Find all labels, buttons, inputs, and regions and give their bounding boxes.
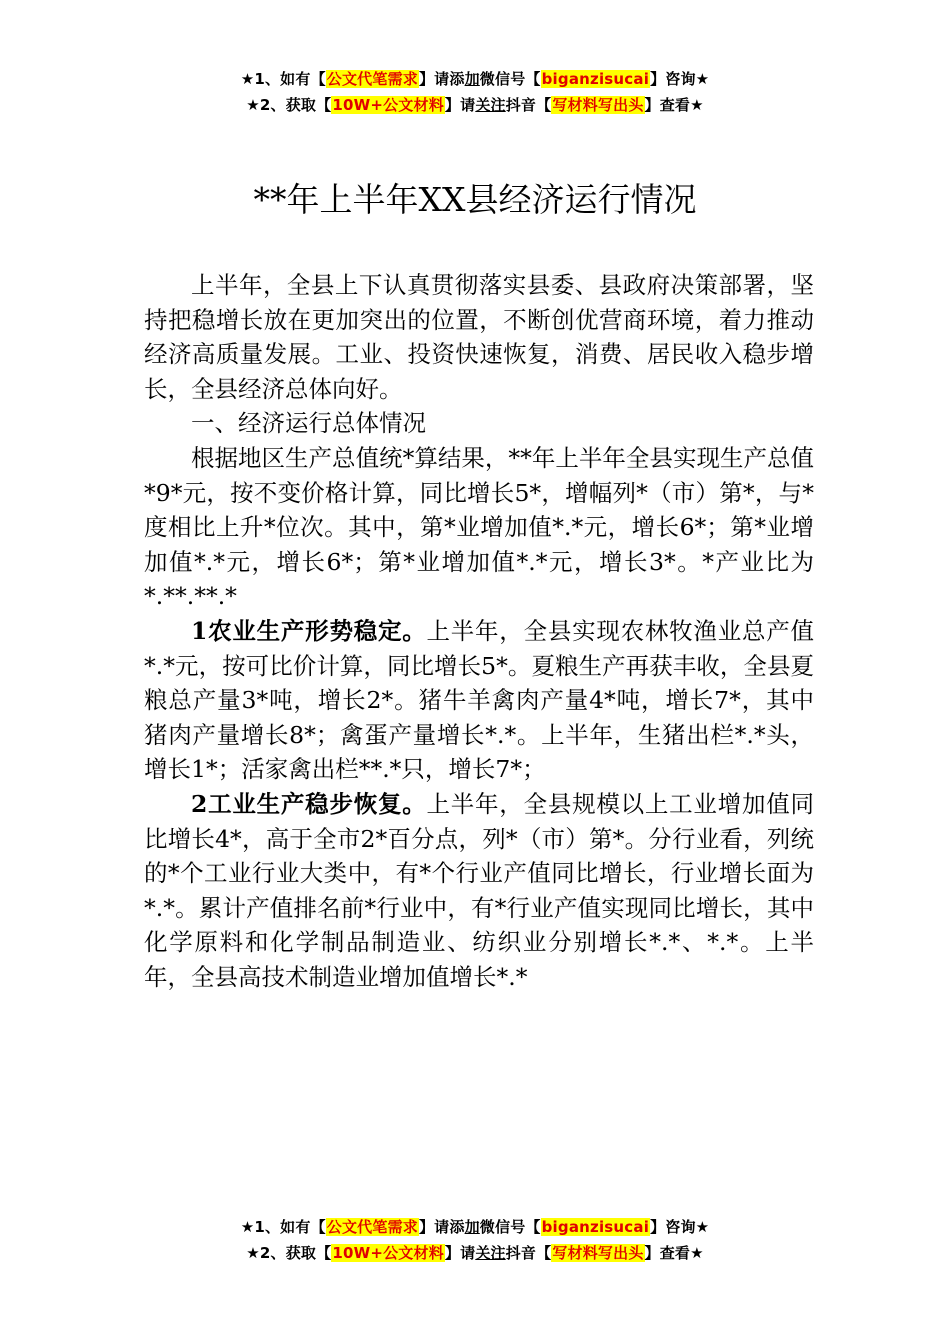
banner-highlight: 公文代笔需求 xyxy=(326,70,418,88)
banner-text: 】请添 xyxy=(418,70,465,88)
document-title: **年上半年XX县经济运行情况 xyxy=(253,180,697,219)
banner-line-2 xyxy=(0,92,950,118)
overview-paragraph: 根据地区生产总值统*算结果，**年上半年全县实现生产总值*9*元，按不变价格计算，同比增长5*，增幅列*（市）第*，与*度相比上升*位次。其中，第*业增加值*.*元，增长6*；第*业增加值*.*元，增长6*；第*业增加值*.*元，增长3*。*产业比为*.**.**.* xyxy=(144,443,814,611)
banner-text: 微信号【 xyxy=(479,70,541,88)
banner-text: 】查看★ xyxy=(644,1244,704,1262)
banner-text: 】请 xyxy=(444,1244,476,1262)
banner-text: ★2、获取【 xyxy=(246,96,332,114)
banner-text: ★2、获取【 xyxy=(246,1244,332,1262)
banner-text: 】查看★ xyxy=(644,96,704,114)
banner-underline: 关注 xyxy=(475,1244,506,1262)
banner-highlight: 10W+公文材料 xyxy=(332,96,444,114)
banner-line-1 xyxy=(0,66,950,92)
industry-heading: 2工业生产稳步恢复。 xyxy=(191,789,427,818)
agriculture-paragraph xyxy=(144,614,814,787)
banner-underline: 关注 xyxy=(475,96,506,114)
promo-banner-bottom xyxy=(0,1214,950,1266)
banner-line-2 xyxy=(0,1240,950,1266)
agriculture-text: 上半年，全县实现农林牧渔业总产值*.*元，按可比价计算，同比增长5*。夏粮生产再获丰收，全县夏粮总产量3*吨，增长2*。猪牛羊禽肉产量4*吨，增长7*，其中猪肉产量增长8*；禽蛋产量增长*.*。上半年，生猪出栏*.*头，增长1*；活家禽出栏**.*只，增长7*； xyxy=(144,616,814,784)
banner-highlight: 写材料写出头 xyxy=(552,1244,644,1262)
promo-banner-top xyxy=(0,66,950,118)
banner-highlight: biganzisucai xyxy=(541,1218,650,1236)
banner-underline: 加 xyxy=(464,1218,480,1236)
banner-highlight: biganzisucai xyxy=(541,70,650,88)
section-heading: 一、经济运行总体情况 xyxy=(191,409,426,438)
banner-text: 】请 xyxy=(444,96,476,114)
intro-paragraph: 上半年，全县上下认真贯彻落实县委、县政府决策部署，坚持把稳增长放在更加突出的位置，不断创优营商环境，着力推动经济高质量发展。工业、投资快速恢复，消费、居民收入稳步增长，全县经济总体向好。 xyxy=(144,271,814,403)
banner-text: ★1、如有【 xyxy=(240,1218,326,1236)
banner-highlight: 写材料写出头 xyxy=(552,96,644,114)
industry-paragraph xyxy=(144,787,814,995)
agriculture-heading: 1农业生产形势稳定。 xyxy=(191,616,427,645)
banner-line-1 xyxy=(0,1214,950,1240)
banner-text: ★1、如有【 xyxy=(240,70,326,88)
banner-text: 】请添 xyxy=(418,1218,465,1236)
banner-text: 】咨询★ xyxy=(650,70,710,88)
banner-text: 抖音【 xyxy=(505,1244,552,1262)
banner-text: 微信号【 xyxy=(479,1218,541,1236)
document-body xyxy=(144,268,814,994)
banner-highlight: 10W+公文材料 xyxy=(332,1244,444,1262)
banner-text: 抖音【 xyxy=(505,96,552,114)
banner-text: 】咨询★ xyxy=(650,1218,710,1236)
banner-highlight: 公文代笔需求 xyxy=(326,1218,418,1236)
banner-underline: 加 xyxy=(464,70,480,88)
industry-text: 上半年，全县规模以上工业增加值同比增长4*，高于全市2*百分点，列*（市）第*。分行业看，列统的*个工业行业大类中，有*个行业产值同比增长，行业增长面为*.*。累计产值排名前*行业中，有*行业产值实现同比增长，其中化学原料和化学制品制造业、纺织业分别增长*.*、*.*。上半年，全县高技术制造业增加值增长*.* xyxy=(144,789,814,991)
